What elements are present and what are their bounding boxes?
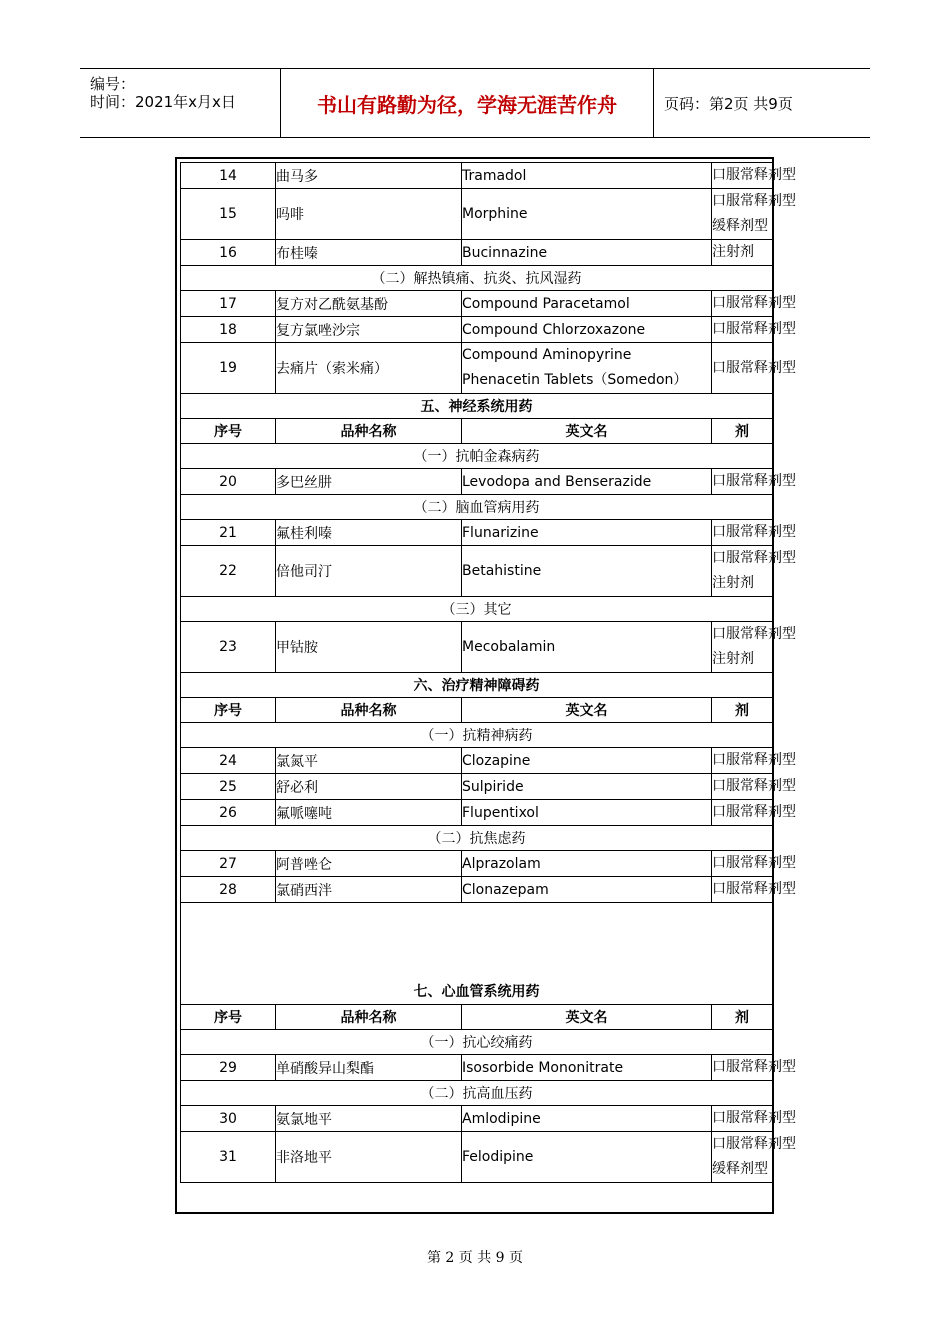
drug-english-name: Flupentixol [462,800,712,826]
drug-english-name: Clozapine [462,748,712,774]
section-row [181,394,773,419]
dosage-form-cell [712,546,796,597]
column-header-row [181,1005,773,1030]
drug-english-name: Flunarizine [462,520,712,546]
drug-english-name [462,343,712,394]
dosage-form-cell [712,1106,796,1132]
dosage-form-cell [712,291,796,317]
dosage-form: 口服常释剂型 [712,1110,796,1126]
drug-row [181,469,773,495]
drug-row [181,877,773,903]
col-header-number: 序号 [181,419,276,444]
drug-english-name: Tramadol [462,163,712,189]
drug-number: 29 [181,1055,276,1081]
drug-english-name: Levodopa and Benserazide [462,469,712,495]
subcategory-title: （二）抗焦虑药 [181,826,773,851]
dosage-form: 注射剂 [712,651,754,667]
subcategory-row [181,1081,773,1106]
drug-row [181,1106,773,1132]
drug-number: 17 [181,291,276,317]
drug-english-name: Isosorbide Mononitrate [462,1055,712,1081]
col-header-english: 英文名 [462,419,712,444]
dosage-form-cell [712,343,796,394]
drug-number: 14 [181,163,276,189]
dosage-form: 注射剂 [712,244,754,260]
subcategory-title: （二）脑血管病用药 [181,495,773,520]
subcategory-title: （二）解热镇痛、抗炎、抗风湿药 [181,266,773,291]
dosage-form-cell [712,520,796,546]
drug-row [181,189,773,240]
dosage-form: 口服常释剂型 [712,752,796,768]
drug-chinese-name: 曲马多 [276,163,462,189]
subcategory-row [181,444,773,469]
col-header-form: 剂 [712,419,773,444]
header-motto-cell [281,69,654,137]
dosage-form: 口服常释剂型 [712,1136,796,1152]
subcategory-title: （三）其它 [181,597,773,622]
section-title: 五、神经系统用药 [181,394,773,419]
drug-number: 16 [181,240,276,266]
dosage-form-cell [712,189,796,240]
page-number-label: 页码：第2页 共9页 [664,94,793,113]
drug-english-name: Bucinnazine [462,240,712,266]
drug-chinese-name: 氟哌噻吨 [276,800,462,826]
page-footer: 第 2 页 共 9 页 [426,1250,524,1266]
drug-chinese-name: 阿普唑仑 [276,851,462,877]
drug-table [180,162,796,1183]
drug-row [181,800,773,826]
drug-number: 26 [181,800,276,826]
dosage-form-cell [712,622,796,673]
drug-row [181,622,773,673]
col-header-form: 剂 [712,698,773,723]
drug-number: 20 [181,469,276,495]
drug-chinese-name: 复方氯唑沙宗 [276,317,462,343]
drug-row [181,343,773,394]
subcategory-row [181,1030,773,1055]
dosage-form: 口服常释剂型 [712,321,796,337]
drug-number: 24 [181,748,276,774]
drug-chinese-name: 氟桂利嗪 [276,520,462,546]
col-header-number: 序号 [181,1005,276,1030]
drug-chinese-name: 复方对乙酰氨基酚 [276,291,462,317]
drug-number: 19 [181,343,276,394]
dosage-form: 口服常释剂型 [712,359,796,376]
drug-english-name: Compound Paracetamol [462,291,712,317]
dosage-form: 口服常释剂型 [712,855,796,871]
dosage-form: 口服常释剂型 [712,550,796,566]
col-header-name: 品种名称 [276,698,462,723]
drug-number: 15 [181,189,276,240]
subcategory-title: （一）抗心绞痛药 [181,1030,773,1055]
section-row [181,903,773,1005]
drug-chinese-name: 单硝酸异山梨酯 [276,1055,462,1081]
drug-row [181,1132,773,1183]
drug-number: 21 [181,520,276,546]
subcategory-title: （二）抗高血压药 [181,1081,773,1106]
drug-row [181,240,773,266]
section-row [181,673,773,698]
subcategory-row [181,266,773,291]
subcategory-title: （一）抗帕金森病药 [181,444,773,469]
dosage-form: 口服常释剂型 [712,881,796,897]
dosage-form: 口服常释剂型 [712,1059,796,1075]
drug-number: 30 [181,1106,276,1132]
drug-number: 27 [181,851,276,877]
drug-row [181,1055,773,1081]
number-label: 编号： [90,75,136,93]
dosage-form-cell [712,317,796,343]
dosage-form-cell [712,163,796,189]
dosage-form: 口服常释剂型 [712,193,796,209]
header-meta-cell [80,69,281,137]
drug-chinese-name: 倍他司汀 [276,546,462,597]
drug-chinese-name: 去痛片（索米痛） [276,343,462,394]
drug-english-name: Clonazepam [462,877,712,903]
drug-row [181,291,773,317]
drug-english-name: Alprazolam [462,851,712,877]
subcategory-row [181,826,773,851]
header-page-cell [654,69,870,137]
english-name-line: Phenacetin Tablets（Somedon） [462,372,688,388]
col-header-name: 品种名称 [276,1005,462,1030]
dosage-form: 口服常释剂型 [712,626,796,642]
drug-number: 28 [181,877,276,903]
subcategory-row [181,597,773,622]
dosage-form: 口服常释剂型 [712,295,796,311]
col-header-form: 剂 [712,1005,773,1030]
dosage-form-cell [712,774,796,800]
dosage-form-cell [712,877,796,903]
column-header-row [181,419,773,444]
drug-number: 23 [181,622,276,673]
drug-chinese-name: 甲钴胺 [276,622,462,673]
dosage-form: 注射剂 [712,575,754,591]
drug-chinese-name: 舒必利 [276,774,462,800]
drug-english-name: Sulpiride [462,774,712,800]
drug-english-name: Felodipine [462,1132,712,1183]
dosage-form: 口服常释剂型 [712,473,796,489]
section-title: 六、治疗精神障碍药 [181,673,773,698]
dosage-form: 口服常释剂型 [712,524,796,540]
dosage-form-cell [712,1132,796,1183]
dosage-form: 缓释剂型 [712,1161,768,1177]
drug-row [181,748,773,774]
section-title: 七、心血管系统用药 [181,903,773,1005]
dosage-form-cell [712,240,773,266]
drug-row [181,317,773,343]
col-header-english: 英文名 [462,1005,712,1030]
drug-number: 18 [181,317,276,343]
drug-chinese-name: 布桂嗪 [276,240,462,266]
drug-english-name: Betahistine [462,546,712,597]
drug-row [181,774,773,800]
drug-english-name: Morphine [462,189,712,240]
drug-chinese-name: 氨氯地平 [276,1106,462,1132]
drug-number: 31 [181,1132,276,1183]
drug-number: 25 [181,774,276,800]
dosage-form: 口服常释剂型 [712,167,796,183]
drug-chinese-name: 非洛地平 [276,1132,462,1183]
english-name-line: Compound Aminopyrine [462,347,632,363]
dosage-form-cell [712,469,796,495]
page-header [80,68,870,138]
dosage-form-cell [712,1055,796,1081]
drug-chinese-name: 氯硝西泮 [276,877,462,903]
col-header-number: 序号 [181,698,276,723]
subcategory-title: （一）抗精神病药 [181,723,773,748]
time-label: 时间：2021年x月x日 [90,93,236,111]
dosage-form-cell [712,851,796,877]
drug-row [181,520,773,546]
motto-text: 书山有路勤为径，学海无涯苦作舟 [317,92,617,117]
drug-chinese-name: 吗啡 [276,189,462,240]
dosage-form-cell [712,748,796,774]
dosage-form: 缓释剂型 [712,218,768,234]
subcategory-row [181,723,773,748]
drug-english-name: Compound Chlorzoxazone [462,317,712,343]
drug-number: 22 [181,546,276,597]
drug-english-name: Amlodipine [462,1106,712,1132]
dosage-form: 口服常释剂型 [712,778,796,794]
drug-english-name: Mecobalamin [462,622,712,673]
drug-row [181,546,773,597]
subcategory-row [181,495,773,520]
drug-chinese-name: 多巴丝肼 [276,469,462,495]
column-header-row [181,698,773,723]
dosage-form-cell [712,800,796,826]
col-header-english: 英文名 [462,698,712,723]
col-header-name: 品种名称 [276,419,462,444]
drug-chinese-name: 氯氮平 [276,748,462,774]
drug-row [181,163,773,189]
drug-row [181,851,773,877]
dosage-form: 口服常释剂型 [712,804,796,820]
